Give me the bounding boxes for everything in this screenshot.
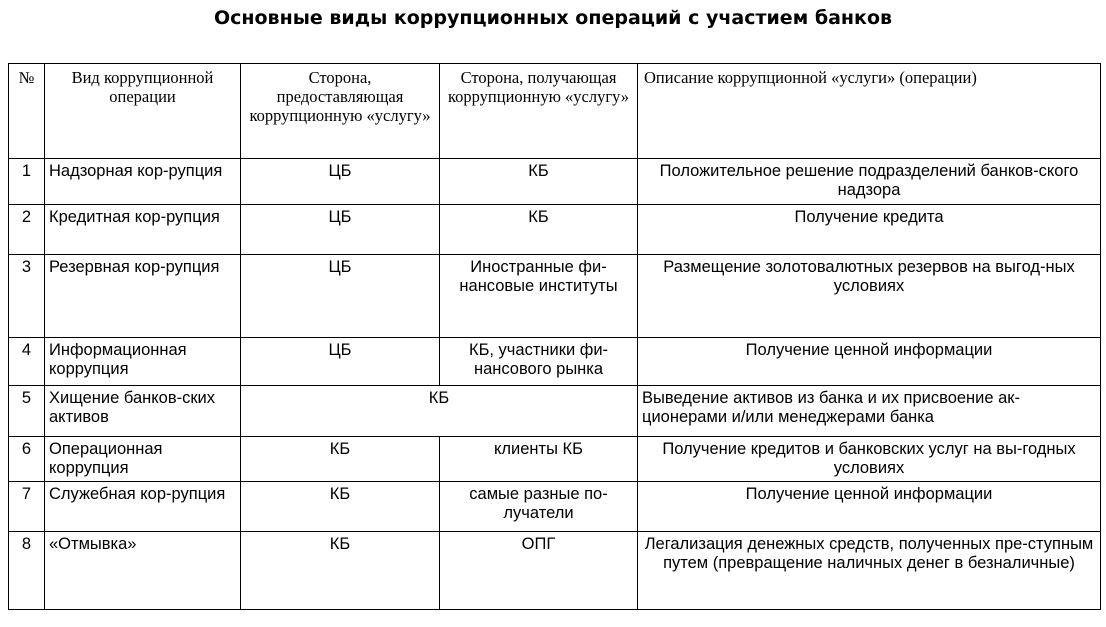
table-row (9, 482, 1101, 532)
cell-receiver: КБ (440, 159, 638, 205)
cell-num: 8 (9, 532, 45, 610)
cell-description: Положительное решение подразделений банков-ского надзора (638, 159, 1101, 205)
cell-description: Получение кредита (638, 205, 1101, 255)
cell-receiver: Иностранные фи-нансовые институты (440, 255, 638, 338)
cell-type: Резервная кор-рупция (45, 255, 241, 338)
cell-receiver: клиенты КБ (440, 437, 638, 482)
cell-provider: ЦБ (241, 338, 440, 386)
cell-receiver: КБ (440, 205, 638, 255)
cell-num: 5 (9, 386, 45, 437)
table-row (9, 338, 1101, 386)
cell-num: 2 (9, 205, 45, 255)
header-num: № (9, 64, 45, 159)
page-title: Основные виды коррупционных операций с участием банков (213, 7, 893, 29)
cell-provider: ЦБ (241, 205, 440, 255)
cell-type: Надзорная кор-рупция (45, 159, 241, 205)
table-row (9, 532, 1101, 610)
cell-description: Размещение золотовалютных резервов на выгод-ных условиях (638, 255, 1101, 338)
table-row (9, 386, 1101, 437)
cell-num: 3 (9, 255, 45, 338)
cell-type: Кредитная кор-рупция (45, 205, 241, 255)
cell-type: Служебная кор-рупция (45, 482, 241, 532)
header-provider: Сторона, предоставляющая коррупционную «услугу» (241, 64, 440, 159)
cell-num: 1 (9, 159, 45, 205)
cell-num: 6 (9, 437, 45, 482)
header-receiver: Сторона, получающая коррупционную «услугу» (440, 64, 638, 159)
cell-num: 4 (9, 338, 45, 386)
cell-description: Получение ценной информации (638, 338, 1101, 386)
cell-num: 7 (9, 482, 45, 532)
cell-receiver: самые разные по-лучатели (440, 482, 638, 532)
cell-provider: КБ (241, 437, 440, 482)
cell-provider: КБ (241, 532, 440, 610)
table-row (9, 255, 1101, 338)
cell-type: Информационная коррупция (45, 338, 241, 386)
table-row (9, 437, 1101, 482)
cell-receiver: ОПГ (440, 532, 638, 610)
cell-provider: КБ (241, 482, 440, 532)
cell-merged-parties: КБ (241, 386, 638, 437)
cell-description: Выведение активов из банка и их присвоение ак-ционерами и/или менеджерами банка (638, 386, 1101, 437)
cell-description: Получение ценной информации (638, 482, 1101, 532)
cell-type: Операционная коррупция (45, 437, 241, 482)
cell-provider: ЦБ (241, 159, 440, 205)
header-description: Описание коррупционной «услуги» (операции) (638, 64, 1101, 159)
cell-type: «Отмывка» (45, 532, 241, 610)
header-type: Вид коррупционной операции (45, 64, 241, 159)
corruption-operations-table (8, 63, 1101, 610)
cell-type: Хищение банков-ских активов (45, 386, 241, 437)
table-header-row (9, 64, 1101, 159)
cell-description: Получение кредитов и банковских услуг на вы-годных условиях (638, 437, 1101, 482)
cell-provider: ЦБ (241, 255, 440, 338)
cell-description: Легализация денежных средств, полученных пре-ступным путем (превращение наличных денег в безналичные) (638, 532, 1101, 610)
table-row (9, 205, 1101, 255)
table-row (9, 159, 1101, 205)
cell-receiver: КБ, участники фи-нансового рынка (440, 338, 638, 386)
